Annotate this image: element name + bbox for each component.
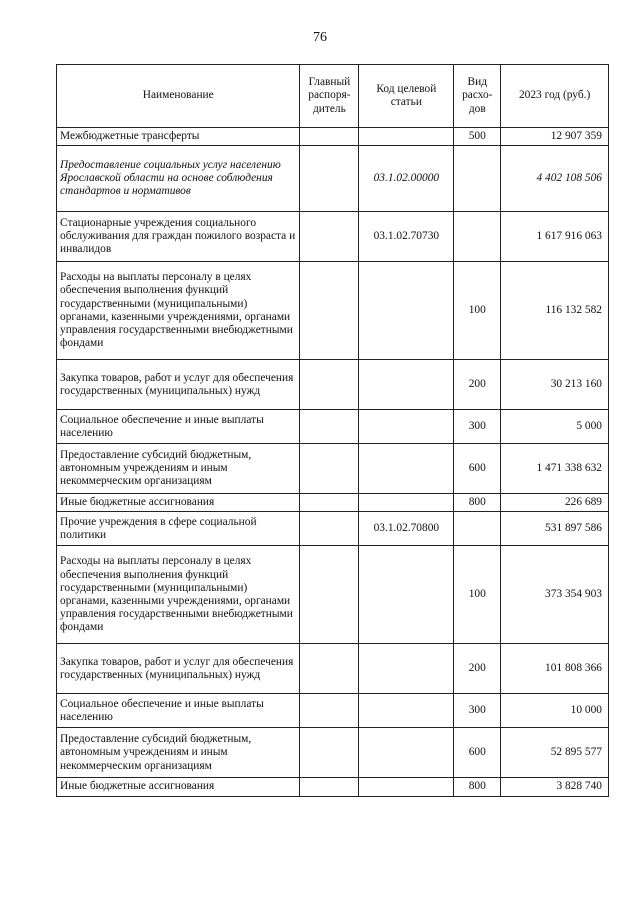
row-amount-cell: 10 000 — [501, 694, 609, 728]
row-type-cell: 600 — [454, 728, 501, 778]
table-row — [57, 694, 609, 728]
row-type-cell: 500 — [454, 128, 501, 146]
row-code-cell: 03.1.02.00000 — [359, 146, 454, 212]
header-amount: 2023 год (руб.) — [501, 65, 609, 128]
row-code-cell — [359, 494, 454, 512]
row-name-cell: Закупка товаров, работ и услуг для обеспечения государственных (муниципальных) нужд — [57, 360, 300, 410]
row-type-cell — [454, 512, 501, 546]
row-type-cell: 800 — [454, 778, 501, 796]
row-type-cell: 300 — [454, 694, 501, 728]
row-amount-cell: 1 471 338 632 — [501, 444, 609, 494]
row-name-cell: Расходы на выплаты персоналу в целях обеспечения выполнения функций государственными (муниципальными) органами, казенными учреждениями, органами управления государственными внебюджетными фондами — [57, 546, 300, 644]
row-type-cell — [454, 212, 501, 262]
table-row — [57, 644, 609, 694]
row-manager-cell — [300, 644, 359, 694]
row-manager-cell — [300, 128, 359, 146]
row-type-cell: 600 — [454, 444, 501, 494]
row-amount-cell: 3 828 740 — [501, 778, 609, 796]
row-manager-cell — [300, 444, 359, 494]
row-amount-cell: 226 689 — [501, 494, 609, 512]
header-name: Наименование — [57, 65, 300, 128]
table-row — [57, 546, 609, 644]
row-amount-cell: 116 132 582 — [501, 262, 609, 360]
row-code-cell — [359, 644, 454, 694]
row-code-cell — [359, 444, 454, 494]
row-name-cell: Предоставление субсидий бюджетным, автономным учреждениям и иным некоммерческим организациям — [57, 444, 300, 494]
row-code-cell: 03.1.02.70730 — [359, 212, 454, 262]
row-amount-cell: 101 808 366 — [501, 644, 609, 694]
table-row — [57, 512, 609, 546]
row-name-cell: Иные бюджетные ассигнования — [57, 494, 300, 512]
row-manager-cell — [300, 694, 359, 728]
row-type-cell: 200 — [454, 360, 501, 410]
row-name-cell: Социальное обеспечение и иные выплаты населению — [57, 694, 300, 728]
row-manager-cell — [300, 360, 359, 410]
row-name-cell: Стационарные учреждения социального обслуживания для граждан пожилого возраста и инвалидов — [57, 212, 300, 262]
row-amount-cell: 5 000 — [501, 410, 609, 444]
row-manager-cell — [300, 728, 359, 778]
row-manager-cell — [300, 212, 359, 262]
row-name-cell: Закупка товаров, работ и услуг для обеспечения государственных (муниципальных) нужд — [57, 644, 300, 694]
row-name-cell: Расходы на выплаты персоналу в целях обеспечения выполнения функций государственными (муниципальными) органами, казенными учреждениями, органами управления государственными внебюджетными фондами — [57, 262, 300, 360]
table-row — [57, 410, 609, 444]
row-amount-cell: 52 895 577 — [501, 728, 609, 778]
row-amount-cell: 531 897 586 — [501, 512, 609, 546]
row-name-cell: Межбюджетные трансферты — [57, 128, 300, 146]
row-manager-cell — [300, 512, 359, 546]
table-body — [57, 128, 609, 797]
row-name-cell: Предоставление социальных услуг населению Ярославской области на основе соблюдения стандартов и нормативов — [57, 146, 300, 212]
row-type-cell: 100 — [454, 262, 501, 360]
row-name-cell: Предоставление субсидий бюджетным, автономным учреждениям и иным некоммерческим организациям — [57, 728, 300, 778]
row-name-cell: Социальное обеспечение и иные выплаты населению — [57, 410, 300, 444]
row-amount-cell: 1 617 916 063 — [501, 212, 609, 262]
row-code-cell — [359, 546, 454, 644]
row-manager-cell — [300, 778, 359, 796]
page-number: 76 — [313, 30, 327, 45]
row-amount-cell: 4 402 108 506 — [501, 146, 609, 212]
header-code: Код целевой статьи — [359, 65, 454, 128]
row-code-cell — [359, 128, 454, 146]
table-row — [57, 212, 609, 262]
row-amount-cell: 12 907 359 — [501, 128, 609, 146]
table-header-row — [57, 65, 609, 128]
table-row — [57, 146, 609, 212]
row-manager-cell — [300, 410, 359, 444]
row-type-cell: 800 — [454, 494, 501, 512]
row-type-cell: 300 — [454, 410, 501, 444]
table-row — [57, 262, 609, 360]
row-manager-cell — [300, 494, 359, 512]
row-manager-cell — [300, 262, 359, 360]
row-code-cell: 03.1.02.70800 — [359, 512, 454, 546]
row-manager-cell — [300, 546, 359, 644]
row-amount-cell: 373 354 903 — [501, 546, 609, 644]
table-row — [57, 360, 609, 410]
row-code-cell — [359, 778, 454, 796]
row-code-cell — [359, 410, 454, 444]
row-type-cell: 200 — [454, 644, 501, 694]
header-type: Вид расхо-дов — [454, 65, 501, 128]
row-manager-cell — [300, 146, 359, 212]
row-code-cell — [359, 262, 454, 360]
table-row — [57, 128, 609, 146]
row-name-cell: Прочие учреждения в сфере социальной политики — [57, 512, 300, 546]
table-row — [57, 778, 609, 796]
row-type-cell — [454, 146, 501, 212]
row-code-cell — [359, 360, 454, 410]
table-row — [57, 728, 609, 778]
row-name-cell: Иные бюджетные ассигнования — [57, 778, 300, 796]
row-type-cell: 100 — [454, 546, 501, 644]
table-row — [57, 444, 609, 494]
header-manager: Главный распоря-дитель — [300, 65, 359, 128]
table-row — [57, 494, 609, 512]
budget-table — [56, 64, 609, 797]
row-amount-cell: 30 213 160 — [501, 360, 609, 410]
row-code-cell — [359, 694, 454, 728]
row-code-cell — [359, 728, 454, 778]
